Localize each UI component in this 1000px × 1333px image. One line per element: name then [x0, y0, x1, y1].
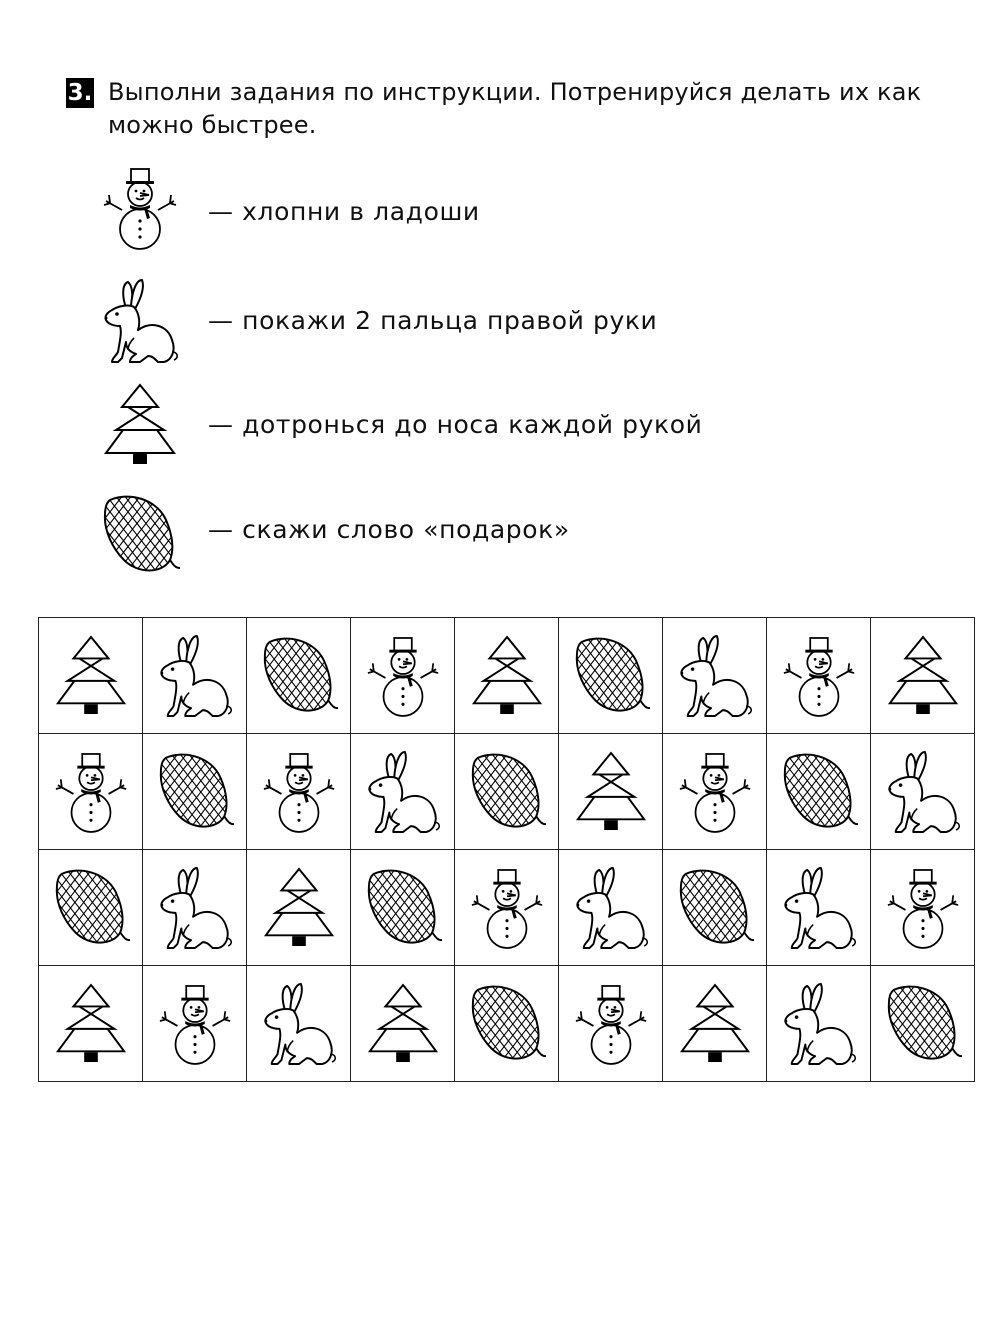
snowman-icon: [39, 734, 143, 850]
cone-icon: [871, 966, 975, 1082]
tree-icon: [663, 966, 767, 1082]
legend-text: — хлопни в ладоши: [208, 197, 480, 226]
snowman-icon: [871, 850, 975, 966]
rabbit-icon: [663, 618, 767, 734]
rabbit-icon: [559, 850, 663, 966]
tree-icon: [39, 618, 143, 734]
snowman-icon: [767, 618, 871, 734]
snowman-icon: [663, 734, 767, 850]
legend-row-cone: [100, 490, 860, 580]
tree-icon: [351, 966, 455, 1082]
tree-icon: [559, 734, 663, 850]
task-header: [66, 76, 976, 142]
cone-icon: [143, 734, 247, 850]
task-instruction: Выполни задания по инструкции. Потренируйся делать их как можно быстрее.: [108, 78, 922, 139]
grid-row: [39, 734, 975, 850]
legend-text: — покажи 2 пальца правой руки: [208, 306, 658, 335]
tree-icon: [871, 618, 975, 734]
snowman-icon: [559, 966, 663, 1082]
cone-icon: [100, 490, 180, 580]
snowman-icon: [247, 734, 351, 850]
legend-row-rabbit: [100, 276, 860, 366]
legend-row-tree: [100, 380, 860, 470]
grid-row: [39, 850, 975, 966]
rabbit-icon: [143, 618, 247, 734]
cone-icon: [559, 618, 663, 734]
snowman-icon: [455, 850, 559, 966]
grid-row: [39, 618, 975, 734]
rabbit-icon: [767, 966, 871, 1082]
cone-icon: [455, 966, 559, 1082]
snowman-icon: [100, 163, 180, 253]
rabbit-icon: [100, 276, 180, 366]
cone-icon: [455, 734, 559, 850]
snowman-icon: [351, 618, 455, 734]
cone-icon: [247, 618, 351, 734]
rabbit-icon: [247, 966, 351, 1082]
rabbit-icon: [143, 850, 247, 966]
legend-text: — скажи слово «подарок»: [208, 515, 570, 544]
rabbit-icon: [767, 850, 871, 966]
task-number: 3.: [67, 80, 93, 106]
rabbit-icon: [351, 734, 455, 850]
picture-grid: [38, 617, 975, 1082]
rabbit-icon: [871, 734, 975, 850]
tree-icon: [247, 850, 351, 966]
tree-icon: [100, 380, 180, 470]
tree-icon: [455, 618, 559, 734]
legend-row-snowman: [100, 163, 860, 253]
snowman-icon: [143, 966, 247, 1082]
tree-icon: [39, 966, 143, 1082]
legend-text: — дотронься до носа каждой рукой: [208, 410, 703, 439]
cone-icon: [663, 850, 767, 966]
cone-icon: [351, 850, 455, 966]
grid-row: [39, 966, 975, 1082]
cone-icon: [767, 734, 871, 850]
cone-icon: [39, 850, 143, 966]
